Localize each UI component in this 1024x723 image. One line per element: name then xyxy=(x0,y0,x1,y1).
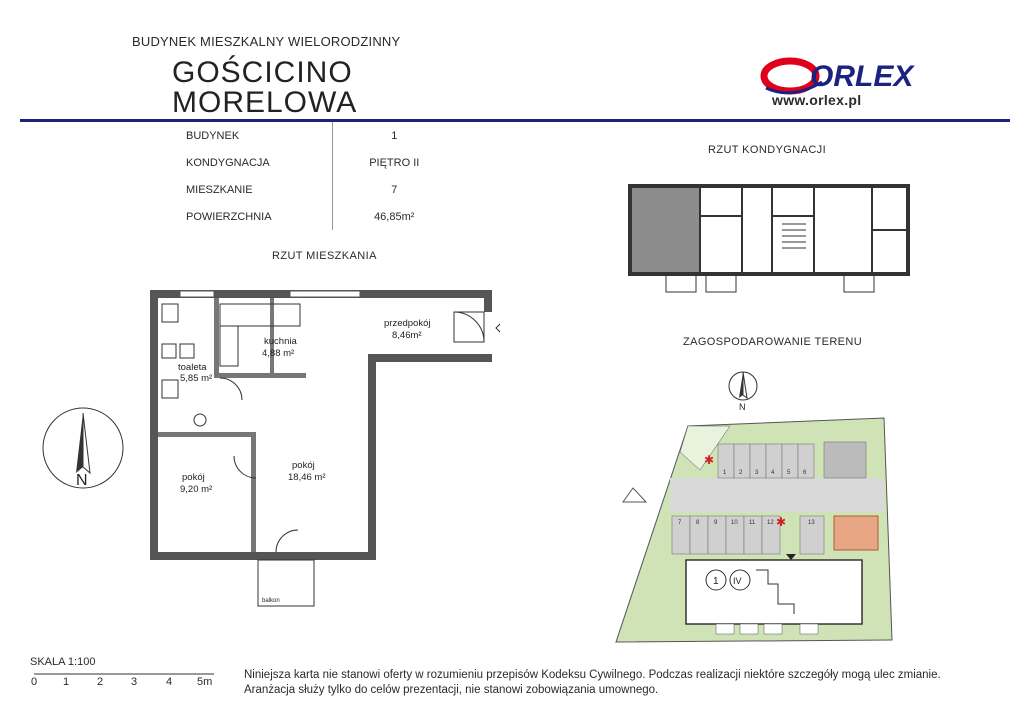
room-kitchen-area: 4,88 m² xyxy=(262,348,295,359)
apartment-plan-heading: RZUT MIESZKANIA xyxy=(272,250,377,262)
table-row xyxy=(176,122,456,149)
parking-number-bottom: 8 xyxy=(696,520,700,526)
floor-plan-diagram xyxy=(624,180,914,296)
parking-number-bottom: 7 xyxy=(678,520,682,526)
building-floors: IV xyxy=(733,576,742,586)
parking-number-bottom: 11 xyxy=(749,520,756,526)
site-plan-heading: ZAGOSPODAROWANIE TERENU xyxy=(683,336,863,348)
table-row xyxy=(176,176,456,203)
table-row xyxy=(176,203,456,230)
room-bedroom-area: 9,20 m² xyxy=(180,484,213,495)
info-label: MIESZKANIE xyxy=(186,183,253,196)
room-toilet-area: 5,85 m² xyxy=(180,373,213,384)
scale-tick-3: 3 xyxy=(131,676,138,688)
parking-number-bottom: 10 xyxy=(731,520,738,526)
parking-number-top: 3 xyxy=(755,470,759,476)
entrance-arrow-icon xyxy=(496,318,500,338)
scale-label: SKALA 1:100 xyxy=(30,656,96,668)
page-title-line2: MORELOWA xyxy=(172,86,358,119)
info-value: 46,85m² xyxy=(332,203,456,230)
header-divider xyxy=(20,119,1010,122)
tree-marker-icon: ✱ xyxy=(704,453,715,467)
parking-number-bottom: 12 xyxy=(767,520,774,526)
tree-marker-icon-2: ✱ xyxy=(776,515,787,529)
compass-small xyxy=(728,368,758,414)
info-value: 1 xyxy=(332,122,456,149)
logo-wordmark: ORLEX xyxy=(810,60,914,93)
compass-small-n-label: N xyxy=(739,402,746,412)
north-arrow-icon xyxy=(76,413,83,473)
info-label: POWIERZCHNIA xyxy=(186,210,272,223)
compass-large xyxy=(40,405,126,495)
disclaimer-line2: Aranżacja służy tylko do celów prezentacji, nie stanowi zobowiązania umownego. xyxy=(244,684,659,696)
disclaimer-line1: Niniejsza karta nie stanowi oferty w rozumieniu przepisów Kodeksu Cywilnego. Podczas realizacji niektóre szczegóły mogą ulec zmianie. xyxy=(244,669,941,681)
parking-number-top: 6 xyxy=(803,470,807,476)
scale-tick-2: 2 xyxy=(97,676,104,688)
apartment-info-table xyxy=(176,122,456,230)
highlighted-apartment xyxy=(632,188,700,272)
room-bedroom-name: pokój xyxy=(182,472,205,483)
info-label: BUDYNEK xyxy=(186,129,240,142)
scale-bar xyxy=(30,670,220,678)
parking-number-bottom: 9 xyxy=(714,520,718,526)
building-number: 1 xyxy=(713,576,719,587)
playground-area xyxy=(834,516,878,550)
room-toilet-name: toaleta xyxy=(178,362,207,373)
balcony-label: balkon xyxy=(262,598,280,604)
parking-number-top: 4 xyxy=(771,470,775,476)
info-label: KONDYGNACJA xyxy=(186,156,270,169)
scale-tick-1: 1 xyxy=(63,676,70,688)
floor-plan-heading: RZUT KONDYGNACJI xyxy=(708,144,827,156)
parking-number-top: 5 xyxy=(787,470,791,476)
room-hall-name: przedpokój xyxy=(384,318,431,329)
building-type-subtitle: BUDYNEK MIESZKALNY WIELORODZINNY xyxy=(132,34,401,49)
scale-tick-5: 5m xyxy=(197,676,213,688)
parking-number-top: 2 xyxy=(739,470,743,476)
page-title-line1: GOŚCICINO xyxy=(172,56,353,89)
compass-n-label: N xyxy=(76,472,88,489)
scale-tick-0: 0 xyxy=(31,676,38,688)
info-value: PIĘTRO II xyxy=(332,149,456,176)
table-row xyxy=(176,149,456,176)
info-value: 7 xyxy=(332,176,456,203)
parking-number-top: 1 xyxy=(723,470,727,476)
scale-tick-4: 4 xyxy=(166,676,173,688)
website-url[interactable]: www.orlex.pl xyxy=(772,92,862,108)
north-arrow-small-icon xyxy=(739,372,743,398)
room-kitchen-name: kuchnia xyxy=(264,336,297,347)
room-hall-area: 8,46m² xyxy=(392,330,422,341)
site-building xyxy=(686,560,862,624)
apartment-floor-plan xyxy=(140,284,500,614)
room-living-area: 18,46 m² xyxy=(288,472,326,483)
room-living-name: pokój xyxy=(292,460,315,471)
parking-number-bottom: 13 xyxy=(808,520,815,526)
site-plan-diagram xyxy=(600,412,896,652)
